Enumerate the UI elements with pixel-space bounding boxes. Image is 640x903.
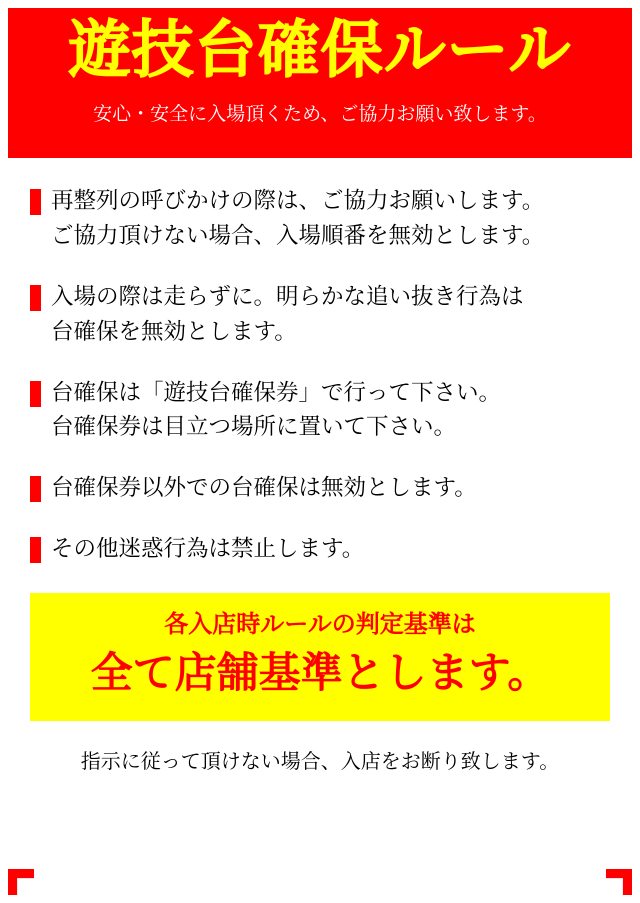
rule-text-block (51, 471, 618, 506)
poster-header (8, 8, 632, 158)
rule-line: 台確保券以外での台確保は無効とします。 (51, 475, 477, 502)
highlight-box (30, 593, 610, 721)
list-item (30, 532, 618, 567)
rule-line: ご協力頂けない場合、入場順番を無効とします。 (51, 222, 545, 249)
page-title: 遊技台確保ルール (68, 13, 572, 86)
list-item (30, 471, 618, 506)
list-item (30, 376, 618, 446)
highlight-top-text: 各入店時ルールの判定基準は (164, 610, 476, 638)
rule-text-block (51, 532, 618, 567)
list-item (30, 184, 618, 254)
rule-text-block (51, 184, 618, 254)
highlight-main-text: 全て店舗基準とします。 (90, 648, 550, 698)
rule-line: 再整列の呼びかけの際は、ご協力お願いします。 (51, 188, 545, 214)
bullet-marker-icon (30, 381, 41, 407)
rule-line: 台確保券は目立つ場所に置いて下さい。 (51, 414, 457, 441)
bullet-marker-icon (30, 476, 41, 502)
rule-line: 入場の際は走らずに。明らかな追い抜き行為は (51, 283, 524, 310)
footer-note: 指示に従って頂けない場合、入店をお断り致します。 (80, 748, 560, 773)
corner-mark-bottom-left-icon (8, 869, 34, 895)
header-subtitle: 安心・安全に入場頂くため、ご協力お願い致します。 (93, 103, 547, 126)
rule-text-block (51, 280, 618, 350)
list-item (30, 280, 618, 350)
corner-mark-bottom-right-icon (606, 869, 632, 895)
rule-line: その他迷惑行為は禁止します。 (51, 536, 365, 563)
bullet-marker-icon (30, 285, 41, 311)
rule-line: 台確保は「遊技台確保券」で行って下さい。 (51, 379, 502, 406)
bullet-marker-icon (30, 189, 41, 215)
rule-text-block (51, 376, 618, 446)
bullet-marker-icon (30, 537, 41, 563)
rules-list (8, 184, 632, 567)
rule-line: 台確保を無効とします。 (51, 318, 297, 345)
